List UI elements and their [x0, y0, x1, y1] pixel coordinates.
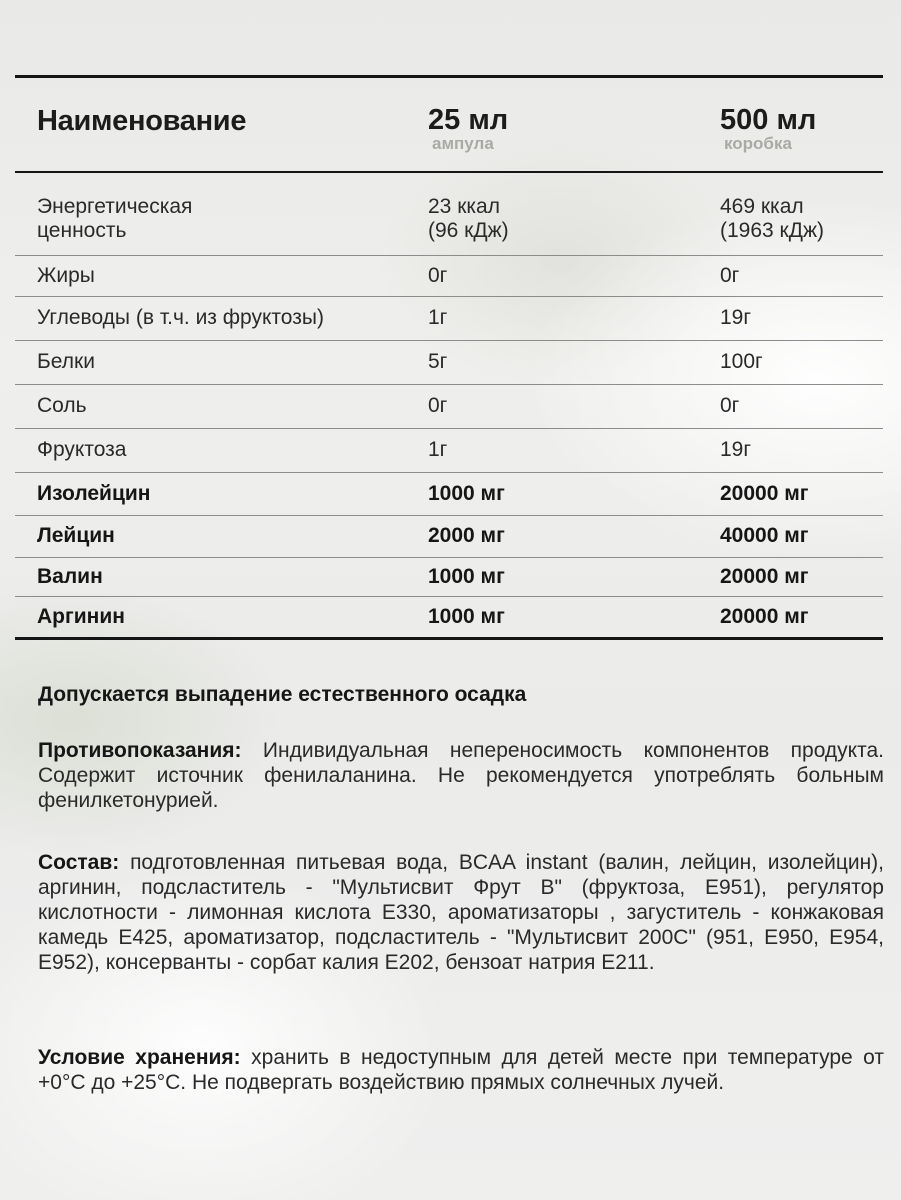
row-name-line2: ценность: [37, 219, 127, 242]
row-value-box: 0г: [720, 264, 740, 287]
storage-text: хранить в недоступным для детей месте при температуре от +0°С до +25°С. Не подвергать воздействию прямых солнечных лучей.: [38, 1046, 884, 1094]
table-row: [15, 558, 883, 597]
row-value-box: 40000 мг: [720, 524, 809, 547]
row-value-ampoule: 2000 мг: [428, 524, 505, 547]
header-col1-pack: ампула: [432, 134, 494, 153]
table-row: [15, 173, 883, 256]
storage-label: Условие хранения:: [38, 1046, 241, 1069]
row-value-ampoule: 1000 мг: [428, 605, 505, 628]
row-value-ampoule: [428, 195, 509, 243]
table-row: [15, 429, 883, 473]
row-value-ampoule-line1: 23 ккал: [428, 195, 500, 218]
row-value-box: 19г: [720, 438, 752, 461]
row-value-box: [720, 195, 824, 243]
row-value-box: 20000 мг: [720, 605, 809, 628]
row-name-line1: Энергетическая: [37, 195, 193, 218]
table-row: [15, 256, 883, 297]
row-name: Изолейцин: [37, 482, 151, 505]
row-value-ampoule: 0г: [428, 264, 448, 287]
row-value-ampoule: 5г: [428, 350, 448, 373]
row-value-box: 100г: [720, 350, 763, 373]
table-row: [15, 473, 883, 516]
row-value-box-line2: (1963 кДж): [720, 219, 824, 242]
contraindications-label: Противопоказания:: [38, 739, 242, 762]
row-name: Белки: [37, 350, 95, 373]
row-value-box: 20000 мг: [720, 565, 809, 588]
table-header: [0, 102, 901, 162]
header-col-box: [720, 105, 816, 154]
row-name: Лейцин: [37, 524, 115, 547]
row-name: Углеводы (в т.ч. из фруктозы): [37, 306, 324, 329]
header-col2-pack: коробка: [724, 134, 792, 153]
storage-paragraph: [38, 1045, 884, 1095]
row-name: Валин: [37, 565, 103, 588]
row-value-box: 20000 мг: [720, 482, 809, 505]
row-name: [37, 195, 192, 243]
table-row: [15, 341, 883, 385]
row-value-ampoule: 1000 мг: [428, 482, 505, 505]
row-value-box: 0г: [720, 394, 740, 417]
row-name: Аргинин: [37, 605, 125, 628]
header-col1-volume: 25 мл: [428, 104, 509, 136]
composition-label: Состав:: [38, 851, 120, 874]
contraindications-text: Индивидуальная непереносимость компонентов продукта. Содержит источник фенилаланина. Не рекомендуется употреблять больным фенилкетонурией.: [38, 739, 884, 812]
row-value-ampoule-line2: (96 кДж): [428, 219, 509, 242]
row-value-box-line1: 469 ккал: [720, 195, 804, 218]
row-name: Жиры: [37, 264, 95, 287]
row-value-ampoule: 1000 мг: [428, 565, 505, 588]
row-value-ampoule: 1г: [428, 438, 448, 461]
header-col-ampoule: [428, 105, 508, 154]
sediment-note: Допускается выпадение естественного осадка: [38, 683, 527, 706]
row-value-box: 19г: [720, 306, 752, 329]
table-row: [15, 297, 883, 341]
table-bottom-rule: [15, 637, 883, 640]
composition-paragraph: [38, 850, 884, 975]
row-value-ampoule: 1г: [428, 306, 448, 329]
composition-text: подготовленная питьевая вода, BCAA instant (валин, лейцин, изолейцин), аргинин, подсластитель - "Мультисвит Фрут В" (фруктоза, Е951), регулятор кислотности - лимонная кислота Е330, ароматизаторы , загуститель - конжаковая камедь Е425, ароматизатор, подсластитель - "Мультисвит 200С" (951, Е950, Е954, Е952), консерванты - сорбат калия Е202, бензоат натрия Е211.: [38, 851, 884, 974]
row-name: Фруктоза: [37, 438, 127, 461]
table-row: [15, 516, 883, 558]
row-name: Соль: [37, 394, 87, 417]
table-row: [15, 385, 883, 429]
header-col2-volume: 500 мл: [720, 104, 817, 136]
table-top-rule: [15, 75, 883, 78]
row-value-ampoule: 0г: [428, 394, 448, 417]
header-name: Наименование: [37, 105, 247, 137]
contraindications-paragraph: [38, 738, 884, 813]
table-row: [15, 597, 883, 637]
nutrition-table: [15, 173, 883, 637]
